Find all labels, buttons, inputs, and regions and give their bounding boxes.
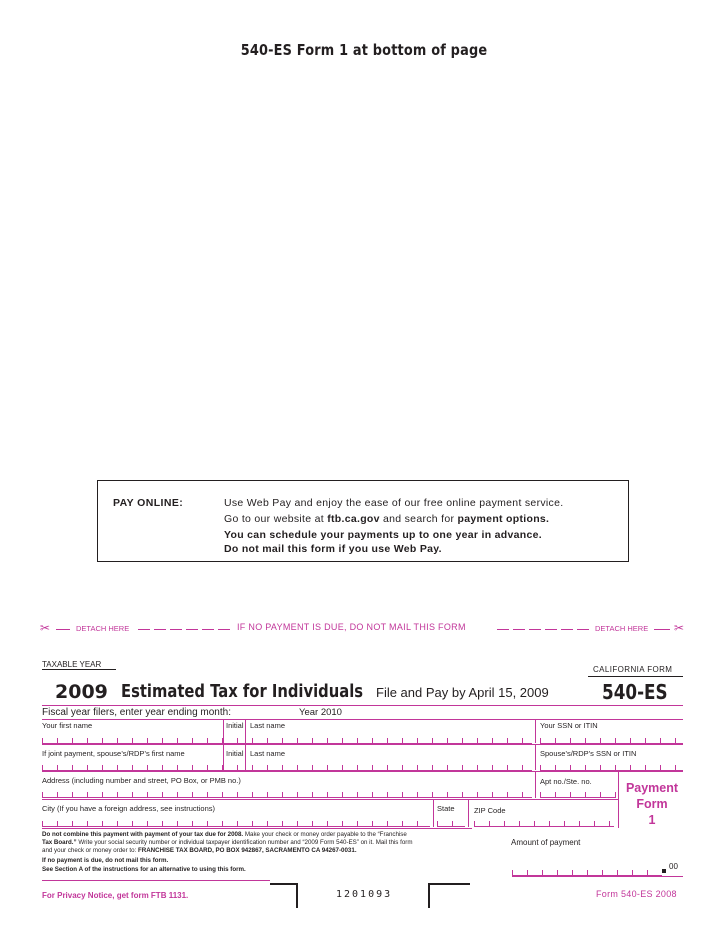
pay-online-line-2c: and search for	[379, 513, 458, 525]
form-line	[42, 799, 618, 800]
note-1-bold: Do not combine this payment with payment of your tax due for 2008.	[42, 831, 244, 838]
registration-mark-right-h	[428, 883, 470, 885]
page-header-title: 540-ES Form 1 at bottom of page	[240, 41, 488, 59]
first-name-label: Your first name	[42, 721, 93, 730]
taxable-year-label: TAXABLE YEAR	[42, 660, 102, 669]
fiscal-year-label: Fiscal year filers, enter year ending month:	[42, 707, 231, 718]
file-pay-deadline: File and Pay by April 15, 2009	[376, 685, 549, 700]
payment-form-box	[622, 780, 682, 828]
registration-mark-right	[428, 883, 430, 908]
note-1-rest: Make your check or money order payable to the “Franchise	[243, 831, 407, 838]
note-2-rest: Write your social security number or individual taxpayer identification number and “2009 Form 540-ES” on it. Mail this form	[76, 839, 413, 846]
detach-dash	[497, 629, 509, 630]
initial-label: Initial	[226, 721, 244, 730]
note-2-bold: Tax Board.”	[42, 839, 77, 846]
detach-dash	[545, 629, 557, 630]
field-divider	[468, 799, 469, 827]
zip-input[interactable]	[474, 821, 614, 827]
detach-dash	[529, 629, 541, 630]
barcode-number: 1201093	[336, 889, 393, 900]
detach-dash	[138, 629, 150, 630]
spouse-first-name-label: If joint payment, spouse’s/RDP’s first name	[42, 749, 185, 758]
scissors-right-icon: ✂	[674, 621, 685, 635]
payment-box-divider	[618, 771, 619, 828]
city-label: City (If you have a foreign address, see instructions)	[42, 804, 215, 813]
detach-dash	[654, 629, 670, 630]
payment-box-line-2: Form	[636, 797, 668, 811]
scissors-left-icon: ✂	[40, 621, 51, 635]
website-link[interactable]: ftb.ca.gov	[327, 513, 380, 525]
tax-year: 2009	[55, 681, 108, 703]
fiscal-year-value: Year 2010	[299, 707, 342, 718]
spouse-ssn-label: Spouse’s/RDP’s SSN or ITIN	[540, 749, 637, 758]
note-line-1	[42, 831, 407, 839]
bottom-rule	[42, 880, 270, 881]
detach-dash	[577, 629, 589, 630]
california-form-underline	[588, 676, 683, 677]
note-line-4: If no payment is due, do not mail this form.	[42, 857, 169, 864]
city-input[interactable]	[42, 821, 430, 827]
address-label: Address (including number and street, PO Box, or PMB no.)	[42, 776, 241, 785]
note-line-3	[42, 847, 357, 855]
detach-dash	[513, 629, 525, 630]
field-divider	[433, 799, 434, 827]
payment-box-line-1: Payment	[625, 781, 679, 795]
form-line	[42, 828, 472, 829]
detach-here-right: DETACH HERE	[595, 624, 649, 633]
registration-mark-left	[296, 883, 298, 908]
note-3-pre: and your check or money order to:	[42, 847, 138, 854]
detach-dash	[154, 629, 166, 630]
field-divider	[535, 771, 536, 798]
note-3-bold: FRANCHISE TAX BOARD, PO BOX 942867, SACRAMENTO CA 94267-0031.	[137, 847, 357, 854]
field-divider	[535, 719, 536, 743]
detach-dash	[56, 629, 70, 630]
note-line-5: See Section A of the instructions for an alternative to using this form.	[42, 866, 246, 873]
payment-box-line-3: 1	[648, 813, 656, 827]
decimal-point	[662, 869, 666, 873]
pay-online-line-4: Do not mail this form if you use Web Pay.	[224, 543, 442, 555]
detach-dash	[170, 629, 182, 630]
spouse-last-name-label: Last name	[250, 749, 286, 758]
form-number: 540-ES	[602, 680, 668, 704]
note-line-2	[42, 839, 413, 847]
address-input[interactable]	[42, 792, 532, 798]
form-line	[42, 705, 683, 706]
ssn-label: Your SSN or ITIN	[540, 721, 598, 730]
pay-online-line-3: You can schedule your payments up to one year in advance.	[224, 529, 542, 541]
detach-notice: IF NO PAYMENT IS DUE, DO NOT MAIL THIS FORM	[237, 622, 466, 632]
apt-input[interactable]	[540, 792, 616, 798]
payment-options-text: payment options.	[457, 513, 550, 525]
form-footer-label: Form 540-ES 2008	[596, 889, 677, 899]
pay-online-label: PAY ONLINE:	[113, 497, 184, 509]
privacy-notice: For Privacy Notice, get form FTB 1131.	[42, 891, 189, 900]
state-input[interactable]	[437, 821, 465, 827]
form-line	[42, 744, 683, 745]
detach-dash	[202, 629, 214, 630]
amount-cents: 00	[669, 862, 678, 871]
form-line	[42, 771, 683, 772]
detach-here-left: DETACH HERE	[76, 624, 130, 633]
detach-dash	[218, 629, 230, 630]
registration-mark-left-h	[270, 883, 297, 885]
amount-of-payment-label: Amount of payment	[511, 838, 581, 847]
form-title: Estimated Tax for Individuals	[121, 681, 364, 702]
detach-row	[40, 621, 688, 637]
bottom-rule	[512, 876, 683, 877]
pay-online-line-2	[224, 513, 549, 525]
apt-label: Apt no./Ste. no.	[540, 777, 592, 786]
form-line	[42, 719, 683, 720]
california-form-label: CALIFORNIA FORM	[593, 665, 673, 674]
pay-online-line-2a: Go to our website at	[224, 513, 328, 525]
zip-label: ZIP Code	[474, 806, 506, 815]
detach-dash	[186, 629, 198, 630]
detach-dash	[561, 629, 573, 630]
taxable-underline	[42, 669, 116, 670]
state-label: State	[437, 804, 455, 813]
last-name-label: Last name	[250, 721, 286, 730]
spouse-initial-label: Initial	[226, 749, 244, 758]
pay-online-line-1: Use Web Pay and enjoy the ease of our free online payment service.	[224, 497, 564, 509]
field-divider	[535, 744, 536, 770]
